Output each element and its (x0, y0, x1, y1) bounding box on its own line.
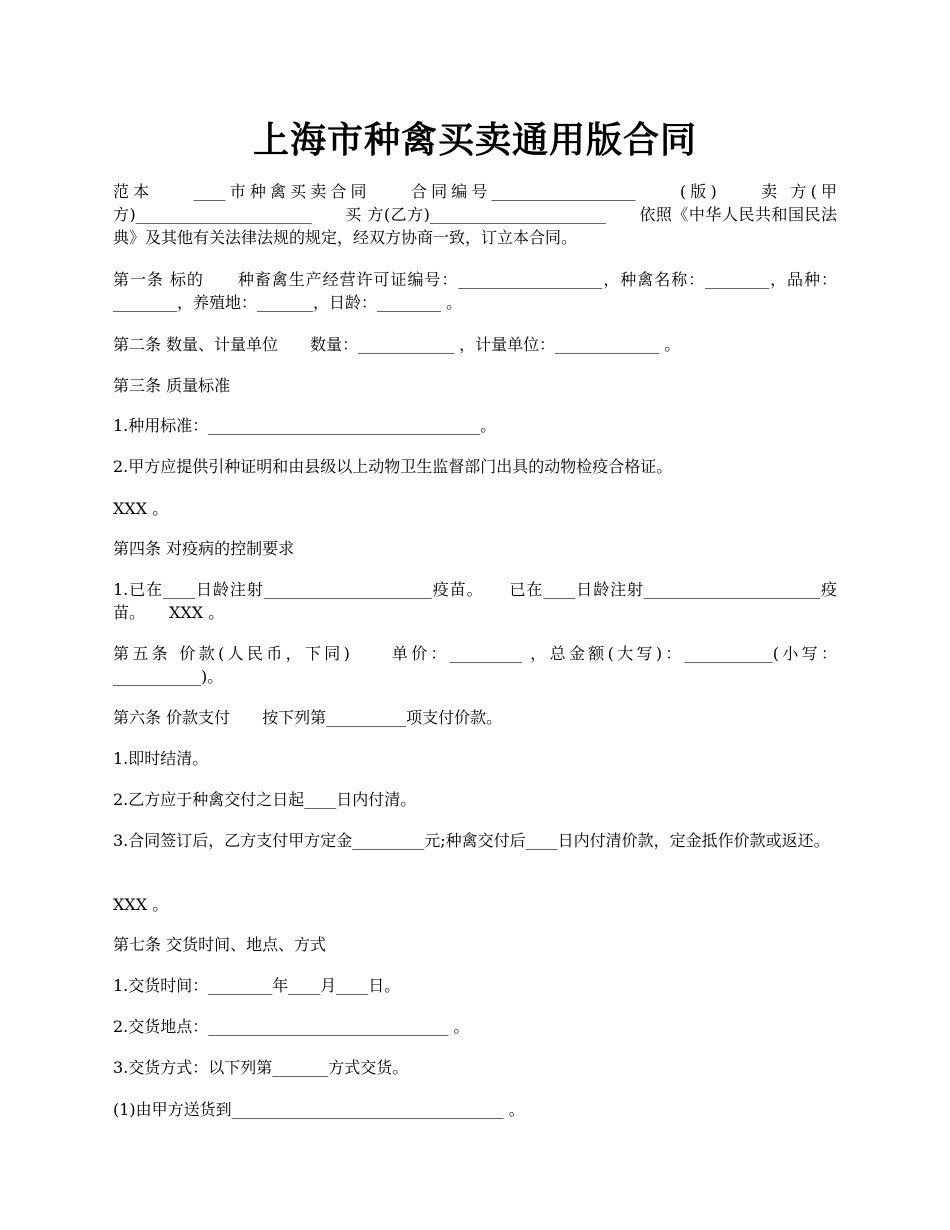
article-6-item-2: 2.乙方应于种禽交付之日起____日内付清。 (113, 790, 417, 809)
article-7-item-3: 3.交货方式：以下列第_______方式交货。 (113, 1058, 409, 1077)
article-2-quantity: 第二条 数量、计量单位 数量：____________ ，计量单位：_____________ 。 (113, 335, 681, 354)
article-3-item-1: 1.种用标准：__________________________________。 (113, 416, 497, 435)
article-4-heading: 第四条 对疫病的控制要求 (113, 539, 295, 558)
contract-preamble: 范本 ____市种禽买卖合同 合同编号__________________ (版) 卖 方(甲方)______________________ 买 方(乙方)______________________ 依照《中华人民共和国民法典》及其他有关法律法规的规定，经双方协商一致，订立本合同。 (113, 182, 837, 247)
article-1-subject: 第一条 标的 种畜禽生产经营许可证编号：__________________，种禽名称：________，品种：________，养殖地：_______，日龄：________ 。 (113, 270, 837, 312)
article-3-heading: 第三条 质量标准 (113, 376, 231, 395)
article-7-item-3-option-1: (1)由甲方送货到__________________________________ 。 (113, 1100, 525, 1119)
article-7-heading: 第七条 交货时间、地点、方式 (113, 935, 327, 954)
article-6-placeholder: XXX 。 (113, 895, 169, 914)
article-6-heading: 第六条 价款支付 按下列第__________项支付价款。 (113, 708, 503, 727)
article-7-item-2: 2.交货地点：______________________________ 。 (113, 1017, 470, 1036)
article-4-item-1: 1.已在____日龄注射_____________________疫苗。 已在____日龄注射______________________疫苗。 XXX 。 (113, 580, 837, 622)
document-title: 上海市种禽买卖通用版合同 (252, 119, 697, 161)
article-3-placeholder: XXX 。 (113, 499, 169, 518)
article-5-price: 第五条 价款(人民币，下同) 单价：_________ ，总金额(大写)：___________(小写：___________)。 (113, 644, 837, 686)
article-6-item-3: 3.合同签订后，乙方支付甲方定金_________元;种禽交付后____日内付清价款，定金抵作价款或返还。 (113, 831, 830, 850)
article-6-item-1: 1.即时结清。 (113, 749, 209, 768)
article-3-item-2: 2.甲方应提供引种证明和由县级以上动物卫生监督部门出具的动物检疫合格证。 (113, 457, 673, 476)
article-7-item-1: 1.交货时间：________年____月____日。 (113, 976, 401, 995)
